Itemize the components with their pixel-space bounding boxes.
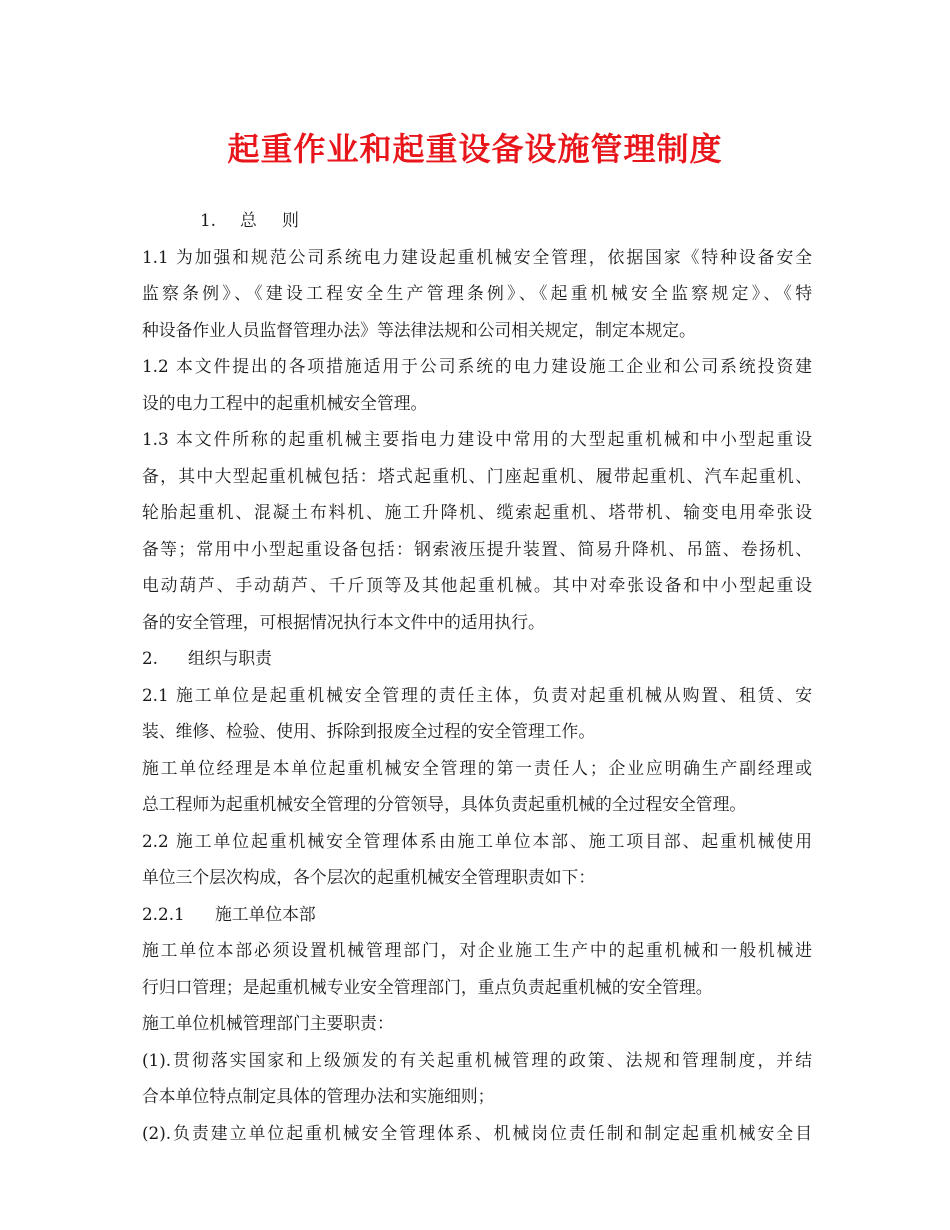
paragraph-2-1 (142, 677, 812, 750)
section-label: 总 则 (240, 210, 309, 230)
document-title: 起重作业和起重设备设施管理制度 (227, 130, 723, 168)
text-line: 监察条例》、《建设工程安全生产管理条例》、《起重机械安全监察规定》、《特 (142, 283, 812, 303)
text-line: 单位三个层次构成，各个层次的起重机械安全管理职责如下： (142, 867, 596, 887)
text-line: 2.2 施工单位起重机械安全管理体系由施工单位本部、施工项目部、起重机械使用 (142, 830, 812, 851)
text-line: 轮胎起重机、混凝土布料机、施工升降机、缆索起重机、塔带机、输变电用牵张设 (142, 502, 812, 522)
section-label: 施工单位本部 (215, 903, 316, 924)
document-body (142, 202, 812, 1151)
section-heading-2 (142, 640, 812, 677)
paragraph-2-2 (142, 823, 812, 896)
text-line: 1.1 为加强和规范公司系统电力建设起重机械安全管理，依据国家《特种设备安全 (142, 246, 812, 267)
text-line: 1.3 本文件所称的起重机械主要指电力建设中常用的大型起重机械和中小型起重设 (142, 429, 812, 449)
text-line: (2).负责建立单位起重机械安全管理体系、机械岗位责任制和制定起重机械安全目 (142, 1122, 812, 1143)
text-line: 合本单位特点制定具体的管理办法和实施细则； (142, 1086, 495, 1106)
section-heading-2-2-1 (142, 896, 812, 933)
paragraph-2-1-responsible (142, 750, 812, 823)
text-line: 2.1 施工单位是起重机械安全管理的责任主体，负责对起重机械从购置、租赁、安 (142, 684, 812, 705)
duties-heading: 施工单位机械管理部门主要职责： (142, 1013, 394, 1033)
list-item (142, 1115, 812, 1152)
section-number: 2. (142, 648, 159, 668)
list-item (142, 1042, 812, 1115)
section-number: 2.2.1 (142, 903, 185, 924)
text-line: 设的电力工程中的起重机械安全管理。 (142, 392, 428, 413)
section-number: 1. (200, 210, 217, 230)
text-line: 施工单位本部必须设置机械管理部门，对企业施工生产中的起重机械和一般机械进 (142, 940, 812, 960)
text-line: 种设备作业人员监督管理办法》等法律法规和公司相关规定，制定本规定。 (142, 319, 696, 340)
text-line: 电动葫芦、手动葫芦、千斤顶等及其他起重机械。其中对牵张设备和中小型起重设 (142, 575, 812, 595)
paragraph-2-2-1 (142, 932, 812, 1005)
text-line: 总工程师为起重机械安全管理的分管领导，具体负责起重机械的全过程安全管理。 (142, 794, 747, 814)
text-line: 装、维修、检验、使用、拆除到报废全过程的安全管理工作。 (142, 721, 596, 741)
text-line: 施工单位经理是本单位起重机械安全管理的第一责任人；企业应明确生产副经理或 (142, 757, 812, 778)
paragraph-1-3 (142, 421, 812, 640)
paragraph-1-2 (142, 348, 812, 421)
text-line: 备等；常用中小型起重设备包括：钢索液压提升装置、简易升降机、吊篮、卷扬机、 (142, 538, 812, 559)
text-line: 行归口管理；是起重机械专业安全管理部门，重点负责起重机械的安全管理。 (142, 976, 713, 997)
text-line: 1.2 本文件提出的各项措施适用于公司系统的电力建设施工企业和公司系统投资建 (142, 356, 812, 376)
section-heading-1 (142, 202, 812, 239)
text-line: 备，其中大型起重机械包括：塔式起重机、门座起重机、履带起重机、汽车起重机、 (142, 465, 812, 486)
section-label: 组织与职责 (188, 648, 272, 668)
text-line: 备的安全管理，可根据情况执行本文件中的适用执行。 (142, 611, 545, 632)
text-line: (1).贯彻落实国家和上级颁发的有关起重机械管理的政策、法规和管理制度，并结 (142, 1049, 812, 1070)
paragraph-1-1 (142, 239, 812, 349)
